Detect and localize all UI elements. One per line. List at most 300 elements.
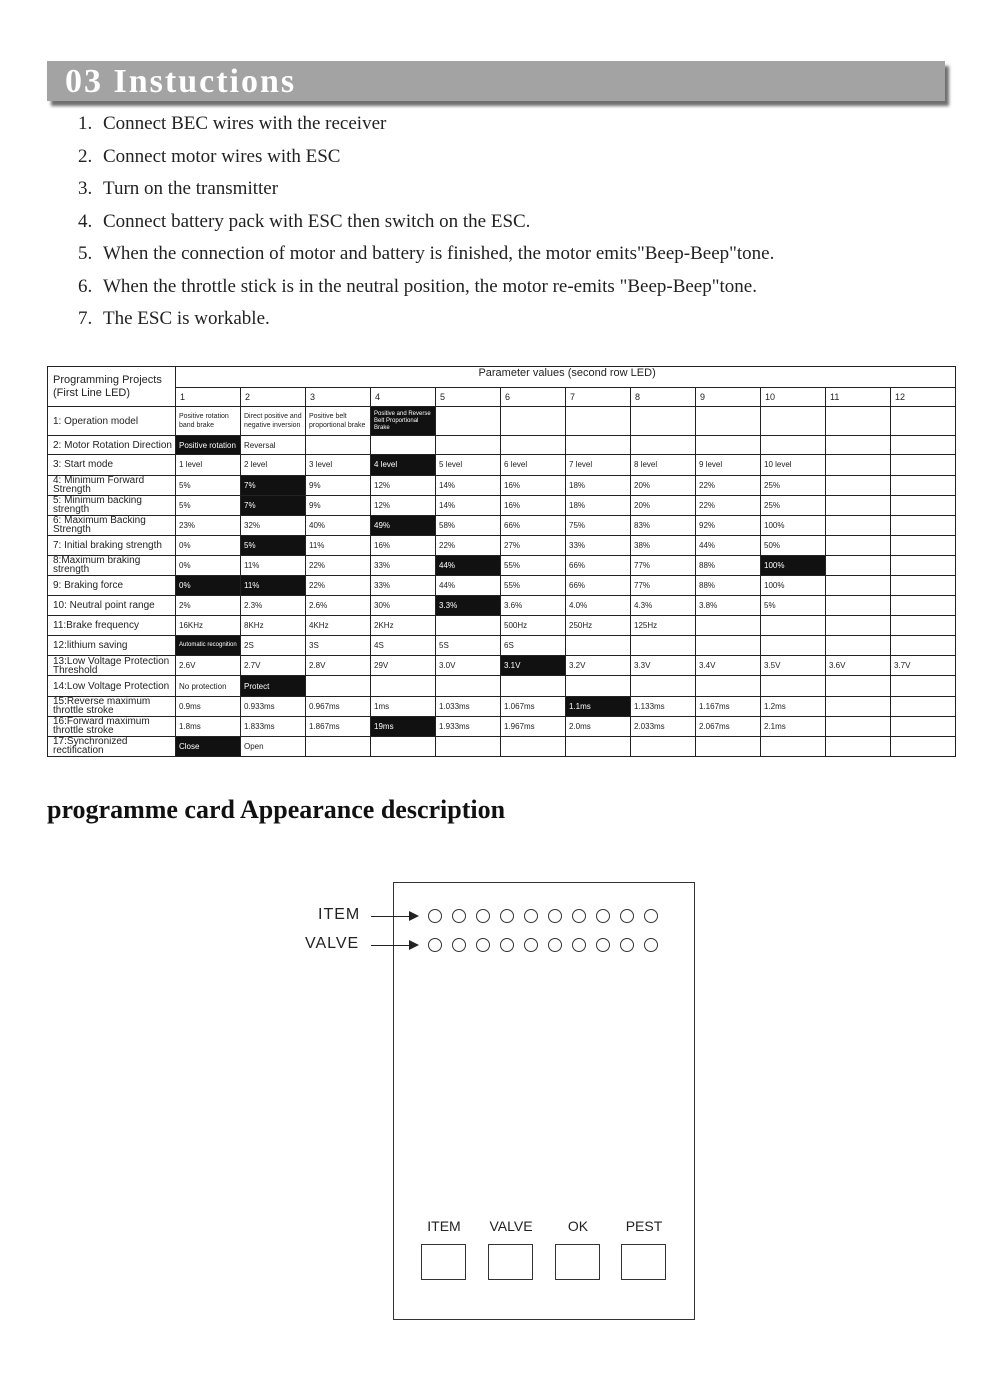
valve-button-label: VALVE	[489, 1218, 533, 1234]
table-cell	[826, 475, 891, 495]
led-indicator-icon	[548, 909, 562, 923]
table-cell: 22%	[306, 555, 371, 575]
table-row	[48, 656, 956, 676]
table-cell	[501, 736, 566, 756]
table-cell: 88%	[696, 575, 761, 595]
table-cell	[501, 407, 566, 436]
instruction-item: 1. Connect BEC wires with the receiver	[78, 113, 387, 134]
table-cell: 1.033ms	[436, 696, 501, 716]
table-cell: 125Hz	[631, 616, 696, 636]
pest-button-label: PEST	[625, 1218, 663, 1234]
row-label: 5: Minimum backing strength	[48, 495, 176, 515]
table-cell	[826, 596, 891, 616]
instruction-text: Turn on the transmitter	[103, 178, 279, 199]
led-indicator-icon	[644, 938, 658, 952]
row-label: 12:lithium saving	[48, 636, 176, 656]
table-cell: Direct positive and negative inversion	[241, 407, 306, 436]
table-cell: 2S	[241, 636, 306, 656]
table-cell	[826, 535, 891, 555]
row-label: 4: Minimum Forward Strength	[48, 475, 176, 495]
table-cell	[891, 636, 956, 656]
table-cell	[891, 676, 956, 696]
table-cell: 2KHz	[371, 616, 436, 636]
table-cell: 29V	[371, 656, 436, 676]
card-section-heading: programme card Appearance description	[47, 795, 506, 824]
table-cell: 2.0ms	[566, 716, 631, 736]
instruction-text: Connect motor wires with ESC	[103, 145, 341, 167]
table-cell: 58%	[436, 515, 501, 535]
table-cell	[826, 676, 891, 696]
table-cell: 500Hz	[501, 616, 566, 636]
table-cell	[891, 596, 956, 616]
column-header: 8	[631, 388, 696, 407]
table-cell: 1.067ms	[501, 696, 566, 716]
section-header-bar	[47, 61, 945, 101]
led-indicator-icon	[452, 938, 466, 952]
table-cell: 3.6V	[826, 656, 891, 676]
instruction-text: When the connection of motor and battery is finished, the motor emits"Beep-Beep"tone.	[103, 243, 775, 264]
table-cell	[826, 555, 891, 575]
led-indicator-icon	[476, 909, 490, 923]
table-cell	[826, 636, 891, 656]
table-cell: 1.133ms	[631, 696, 696, 716]
ok-button[interactable]	[555, 1244, 600, 1280]
table-cell: 2.033ms	[631, 716, 696, 736]
table-cell: 22%	[696, 475, 761, 495]
table-cell	[826, 575, 891, 595]
row-label: 17:Synchronized rectification	[48, 736, 176, 756]
table-row	[48, 535, 956, 555]
table-cell: 5%	[176, 495, 241, 515]
table-cell: 11%	[306, 535, 371, 555]
table-cell: 77%	[631, 555, 696, 575]
table-row	[48, 555, 956, 575]
table-row	[48, 736, 956, 756]
ok-button-label: OK	[567, 1218, 589, 1234]
table-cell: 3.4V	[696, 656, 761, 676]
table-cell	[891, 455, 956, 475]
table-cell: 1.867ms	[306, 716, 371, 736]
table-cell: 12%	[371, 495, 436, 515]
table-cell: 75%	[566, 515, 631, 535]
table-cell	[501, 676, 566, 696]
led-indicator-icon	[620, 909, 634, 923]
table-cell	[436, 616, 501, 636]
table-cell: 22%	[306, 575, 371, 595]
instruction-item: 3. Turn on the transmitter	[78, 178, 279, 199]
table-cell	[891, 436, 956, 455]
table-cell: 20%	[631, 475, 696, 495]
table-cell: 4 level	[371, 455, 436, 475]
valve-led-row	[428, 938, 658, 952]
table-cell: 33%	[371, 555, 436, 575]
row-label: 11:Brake frequency	[48, 616, 176, 636]
table-row	[48, 636, 956, 656]
table-cell	[826, 495, 891, 515]
table-cell: 4S	[371, 636, 436, 656]
table-row	[48, 596, 956, 616]
table-row	[48, 436, 956, 455]
table-cell: 32%	[241, 515, 306, 535]
table-cell: 16KHz	[176, 616, 241, 636]
table-cell	[566, 676, 631, 696]
table-cell	[891, 716, 956, 736]
table-cell: Positive belt proportional brake	[306, 407, 371, 436]
table-cell	[826, 716, 891, 736]
table-cell: 33%	[566, 535, 631, 555]
table-cell	[761, 616, 826, 636]
column-header: 10	[761, 388, 826, 407]
table-cell	[826, 436, 891, 455]
table-cell: 40%	[306, 515, 371, 535]
table-cell: 18%	[566, 475, 631, 495]
table-cell: 11%	[241, 555, 306, 575]
table-cell: Automatic recognition	[176, 636, 241, 656]
table-cell: 27%	[501, 535, 566, 555]
table-cell: 22%	[696, 495, 761, 515]
table-cell: 6S	[501, 636, 566, 656]
table-cell: 5%	[176, 475, 241, 495]
table-cell	[826, 515, 891, 535]
table-cell	[696, 616, 761, 636]
valve-arrow-icon	[371, 945, 417, 946]
table-cell	[631, 436, 696, 455]
table-cell: 2.6%	[306, 596, 371, 616]
table-cell	[696, 736, 761, 756]
table-cell	[306, 676, 371, 696]
column-header: 2	[241, 388, 306, 407]
table-cell: 3.2V	[566, 656, 631, 676]
instruction-item: 7. The ESC is workable.	[78, 308, 270, 329]
table-cell: 66%	[566, 575, 631, 595]
led-indicator-icon	[428, 909, 442, 923]
column-header: 4	[371, 388, 436, 407]
row-label: 14:Low Voltage Protection	[48, 676, 176, 696]
table-cell: 44%	[696, 535, 761, 555]
table-cell: 66%	[566, 555, 631, 575]
row-label: 2: Motor Rotation Direction	[48, 436, 176, 455]
table-cell	[696, 636, 761, 656]
table-cell: No protection	[176, 676, 241, 696]
table-cell: 22%	[436, 535, 501, 555]
table-row	[48, 495, 956, 515]
table-row	[48, 455, 956, 475]
column-header: 5	[436, 388, 501, 407]
table-row	[48, 696, 956, 716]
table-cell	[631, 736, 696, 756]
table-cell: 19ms	[371, 716, 436, 736]
row-label: 7: Initial braking strength	[48, 535, 176, 555]
table-cell: Close	[176, 736, 241, 756]
table-cell: 50%	[761, 535, 826, 555]
table-cell: 100%	[761, 515, 826, 535]
table-cell	[631, 676, 696, 696]
table-cell: 2.8V	[306, 656, 371, 676]
led-indicator-icon	[476, 938, 490, 952]
project-header: Programming Projects (First Line LED)	[48, 367, 176, 407]
table-row	[48, 575, 956, 595]
table-cell: 2.067ms	[696, 716, 761, 736]
column-header: 11	[826, 388, 891, 407]
table-row	[48, 475, 956, 495]
item-led-label: ITEM	[318, 906, 361, 923]
table-cell: 5%	[761, 596, 826, 616]
table-cell: 25%	[761, 495, 826, 515]
table-cell: 4KHz	[306, 616, 371, 636]
table-cell: 3.3%	[436, 596, 501, 616]
table-cell	[501, 436, 566, 455]
table-cell: 2.1ms	[761, 716, 826, 736]
table-cell	[566, 436, 631, 455]
led-indicator-icon	[500, 909, 514, 923]
table-cell	[696, 676, 761, 696]
table-row	[48, 407, 956, 436]
table-cell: 0%	[176, 575, 241, 595]
table-row	[48, 616, 956, 636]
table-cell: 25%	[761, 475, 826, 495]
table-cell	[826, 696, 891, 716]
instruction-item: 4. Connect battery pack with ESC then switch on the ESC.	[78, 210, 531, 232]
table-cell: 83%	[631, 515, 696, 535]
table-cell: 0%	[176, 555, 241, 575]
parameter-header: Parameter values (second row LED)	[176, 367, 956, 388]
table-cell: 8 level	[631, 455, 696, 475]
table-cell: 5S	[436, 636, 501, 656]
table-cell	[826, 407, 891, 436]
table-cell	[436, 436, 501, 455]
row-label: 1: Operation model	[48, 407, 176, 436]
item-arrow-icon	[371, 916, 417, 917]
table-cell	[696, 407, 761, 436]
table-cell	[436, 676, 501, 696]
row-label: 8:Maximum braking strength	[48, 555, 176, 575]
table-cell: 1.833ms	[241, 716, 306, 736]
table-cell	[566, 736, 631, 756]
table-cell	[891, 616, 956, 636]
table-cell: 1ms	[371, 696, 436, 716]
table-cell: 9%	[306, 495, 371, 515]
table-cell	[306, 436, 371, 455]
table-cell: 5%	[241, 535, 306, 555]
table-cell: 0.933ms	[241, 696, 306, 716]
table-cell	[566, 407, 631, 436]
table-cell: 55%	[501, 575, 566, 595]
column-header: 3	[306, 388, 371, 407]
table-row	[48, 676, 956, 696]
pest-button[interactable]	[621, 1244, 666, 1280]
table-cell	[631, 636, 696, 656]
instruction-item: 6. When the throttle stick is in the neutral position, the motor re-emits "Beep-Beep"tone.	[78, 275, 757, 297]
table-cell: Reversal	[241, 436, 306, 455]
table-cell	[826, 616, 891, 636]
table-cell: 3.8%	[696, 596, 761, 616]
table-cell: 66%	[501, 515, 566, 535]
row-label: 16:Forward maximum throttle stroke	[48, 716, 176, 736]
led-indicator-icon	[524, 909, 538, 923]
table-cell: 44%	[436, 575, 501, 595]
instruction-list	[78, 109, 774, 337]
table-cell: 2%	[176, 596, 241, 616]
led-indicator-icon	[452, 909, 466, 923]
table-cell	[371, 736, 436, 756]
table-cell	[761, 436, 826, 455]
programming-table	[47, 366, 956, 757]
table-cell	[631, 407, 696, 436]
table-cell: 12%	[371, 475, 436, 495]
led-indicator-icon	[428, 938, 442, 952]
table-cell: 14%	[436, 495, 501, 515]
table-cell: 30%	[371, 596, 436, 616]
led-indicator-icon	[548, 938, 562, 952]
instruction-item: 5. When the connection of motor and battery is finished, the motor emits"Beep-Beep"tone.	[78, 243, 775, 264]
table-cell: 3S	[306, 636, 371, 656]
row-label: 15:Reverse maximum throttle stroke	[48, 696, 176, 716]
instruction-text: Connect battery pack with ESC then switch on the ESC.	[103, 210, 531, 232]
table-cell	[891, 696, 956, 716]
table-cell: 4.0%	[566, 596, 631, 616]
table-cell: 88%	[696, 555, 761, 575]
item-button[interactable]	[421, 1244, 466, 1280]
led-indicator-icon	[572, 938, 586, 952]
table-cell: Positive rotation band brake	[176, 407, 241, 436]
table-cell: 3.5V	[761, 656, 826, 676]
table-cell: 3.1V	[501, 656, 566, 676]
table-cell: 38%	[631, 535, 696, 555]
table-cell: Protect	[241, 676, 306, 696]
table-cell: Open	[241, 736, 306, 756]
row-label: 10: Neutral point range	[48, 596, 176, 616]
table-cell: 9%	[306, 475, 371, 495]
table-cell: 3 level	[306, 455, 371, 475]
table-cell: 3.0V	[436, 656, 501, 676]
table-cell: 92%	[696, 515, 761, 535]
led-indicator-icon	[596, 909, 610, 923]
item-led-row	[428, 909, 658, 923]
table-cell: 20%	[631, 495, 696, 515]
row-label: 3: Start mode	[48, 455, 176, 475]
table-cell	[826, 736, 891, 756]
row-label: 13:Low Voltage Protection Threshold	[48, 656, 176, 676]
section-title: 03 Instuctions	[65, 63, 297, 100]
table-cell	[891, 475, 956, 495]
table-cell	[306, 736, 371, 756]
valve-led-label: VALVE	[305, 935, 360, 952]
table-cell	[891, 407, 956, 436]
table-cell	[696, 436, 761, 455]
table-cell: 10 level	[761, 455, 826, 475]
instruction-text: When the throttle stick is in the neutral position, the motor re-emits "Beep-Beep"tone.	[103, 275, 757, 297]
table-cell: 55%	[501, 555, 566, 575]
table-cell: 8KHz	[241, 616, 306, 636]
column-header: 7	[566, 388, 631, 407]
table-cell: 16%	[501, 495, 566, 515]
table-row	[48, 716, 956, 736]
table-cell	[761, 736, 826, 756]
table-cell	[371, 436, 436, 455]
table-cell: 1.1ms	[566, 696, 631, 716]
table-cell: 18%	[566, 495, 631, 515]
table-cell: 44%	[436, 555, 501, 575]
table-cell: Positive and Reverse Belt Proportional Brake	[371, 407, 436, 436]
table-cell	[826, 455, 891, 475]
table-cell: 7%	[241, 495, 306, 515]
table-cell: 33%	[371, 575, 436, 595]
table-cell: 9 level	[696, 455, 761, 475]
led-indicator-icon	[620, 938, 634, 952]
table-cell: 49%	[371, 515, 436, 535]
table-cell: 0%	[176, 535, 241, 555]
table-cell	[891, 736, 956, 756]
table-cell	[436, 407, 501, 436]
column-header: 9	[696, 388, 761, 407]
table-cell: 250Hz	[566, 616, 631, 636]
table-cell: 4.3%	[631, 596, 696, 616]
led-indicator-icon	[524, 938, 538, 952]
instruction-text: The ESC is workable.	[103, 308, 270, 329]
table-cell: 77%	[631, 575, 696, 595]
row-label: 9: Braking force	[48, 575, 176, 595]
table-cell	[891, 535, 956, 555]
table-cell: 23%	[176, 515, 241, 535]
table-cell	[891, 515, 956, 535]
item-button-label: ITEM	[427, 1218, 461, 1234]
led-indicator-icon	[596, 938, 610, 952]
table-cell: 1.8ms	[176, 716, 241, 736]
table-cell: 1.2ms	[761, 696, 826, 716]
valve-button[interactable]	[488, 1244, 533, 1280]
instruction-text: Connect BEC wires with the receiver	[103, 113, 387, 134]
table-cell	[761, 676, 826, 696]
table-cell	[761, 636, 826, 656]
table-cell: 100%	[761, 555, 826, 575]
table-cell: 3.6%	[501, 596, 566, 616]
column-header: 1	[176, 388, 241, 407]
table-cell	[566, 636, 631, 656]
row-label: 6: Maximum Backing Strength	[48, 515, 176, 535]
led-indicator-icon	[572, 909, 586, 923]
table-cell: 16%	[501, 475, 566, 495]
table-cell: 11%	[241, 575, 306, 595]
table-cell: Positive rotation	[176, 436, 241, 455]
table-cell: 1 level	[176, 455, 241, 475]
table-cell: 0.967ms	[306, 696, 371, 716]
table-cell: 2.3%	[241, 596, 306, 616]
led-indicator-icon	[644, 909, 658, 923]
table-cell: 5 level	[436, 455, 501, 475]
led-indicator-icon	[500, 938, 514, 952]
table-cell	[436, 736, 501, 756]
instruction-item: 2. Connect motor wires with ESC	[78, 145, 341, 167]
table-cell: 16%	[371, 535, 436, 555]
table-cell: 100%	[761, 575, 826, 595]
table-cell	[891, 575, 956, 595]
table-cell: 7 level	[566, 455, 631, 475]
table-cell: 2.7V	[241, 656, 306, 676]
table-cell	[761, 407, 826, 436]
table-cell: 3.3V	[631, 656, 696, 676]
table-cell	[891, 555, 956, 575]
table-cell: 2 level	[241, 455, 306, 475]
table-cell	[891, 495, 956, 515]
table-cell: 7%	[241, 475, 306, 495]
table-cell: 0.9ms	[176, 696, 241, 716]
table-cell: 6 level	[501, 455, 566, 475]
column-header: 6	[501, 388, 566, 407]
table-cell: 2.6V	[176, 656, 241, 676]
column-header: 12	[891, 388, 956, 407]
table-cell: 1.167ms	[696, 696, 761, 716]
table-cell: 1.967ms	[501, 716, 566, 736]
